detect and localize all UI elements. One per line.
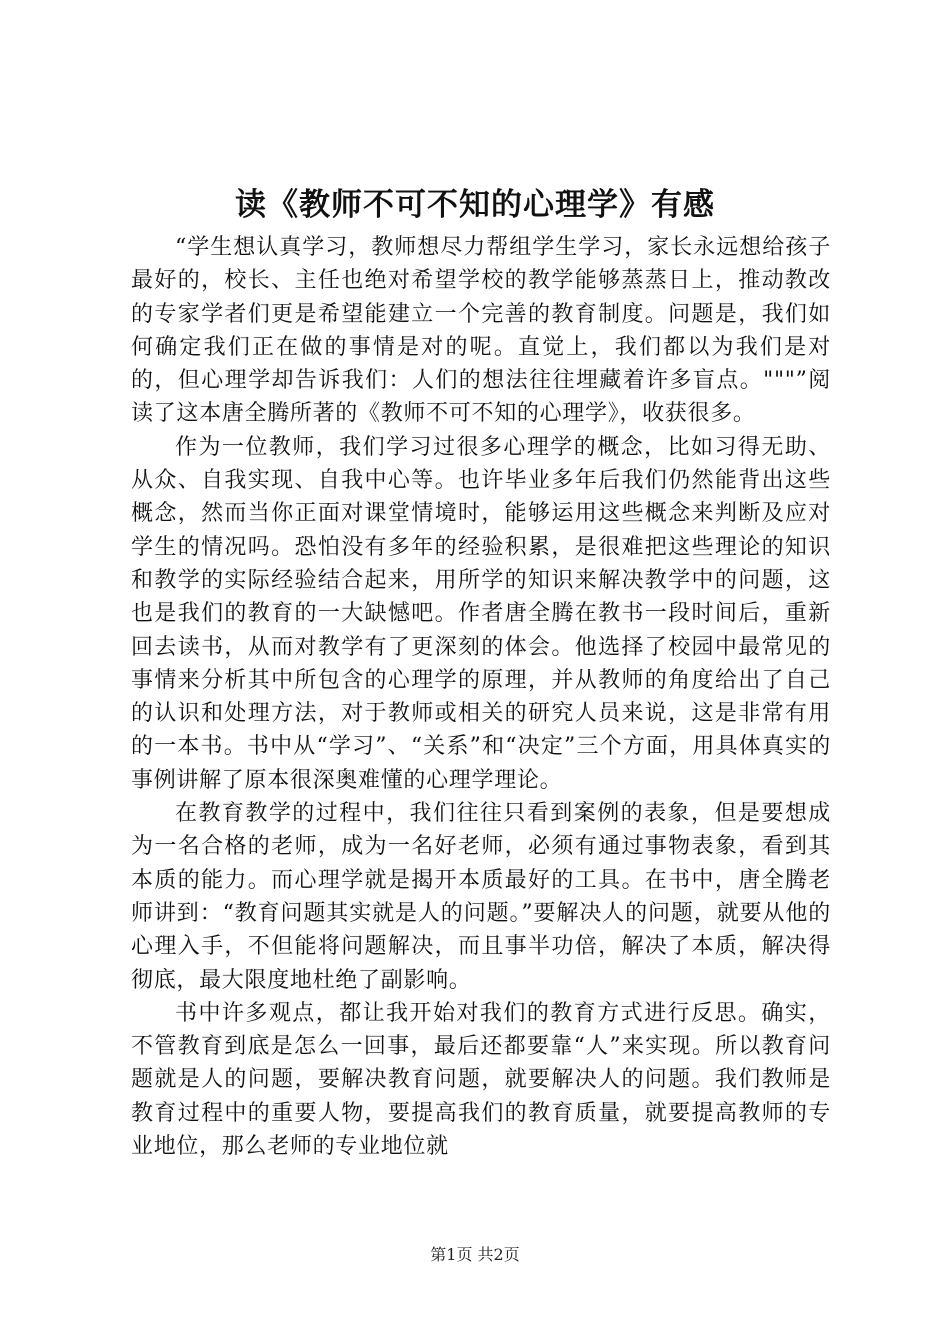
paragraph-2: 作为一位教师，我们学习过很多心理学的概念，比如习得无助、从众、自我实现、自我中心等。也许毕业多年后我们仍然能背出这些概念，然而当你正面对课堂情境时，能够运用这些概念来判断及应对学生的情况吗。恐怕没有多年的经验积累，是很难把这些理论的知识和教学的实际经验结合起来，用所学的知识来解决教学中的问题，这也是我们的教育的一大缺憾吧。作者唐全腾在教书一段时间后，重新回去读书，从而对教学有了更深刻的体会。他选择了校园中最常见的事情来分析其中所包含的心理学的原理，并从教师的角度给出了自己的认识和处理方法，对于教师或相关的研究人员来说，这是非常有用的一本书。书中从“学习”、“关系”和“决定”三个方面，用具体真实的事例讲解了原本很深奥难懂的心理学理论。 — [131, 434, 831, 793]
paragraph-3: 在教育教学的过程中，我们往往只看到案例的表象，但是要想成为一名合格的老师，成为一名好老师，必须有通过事物表象，看到其本质的能力。而心理学就是揭开本质最好的工具。在书中，唐全腾老师讲到：“教育问题其实就是人的问题。”要解决人的问题，就要从他的心理入手，不但能将问题解决，而且事半功倍，解决了本质，解决得彻底，最大限度地杜绝了副影响。 — [131, 801, 831, 993]
page-number-footer: 第1页 共2页 — [430, 1245, 520, 1264]
document-body — [131, 231, 831, 1163]
paragraph-1: “学生想认真学习，教师想尽力帮组学生学习，家长永远想给孩子最好的，校长、主任也绝对希望学校的教学能够蒸蒸日上，推动教改的专家学者们更是希望能建立一个完善的教育制度。问题是，我们如何确定我们正在做的事情是对的呢。直觉上，我们都以为我们是对的，但心理学却告诉我们：人们的想法往往埋藏着许多盲点。"""”阅读了这本唐全腾所著的《教师不可不知的心理学》，收获很多。 — [131, 235, 831, 427]
document-title: 读《教师不可不知的心理学》有感 — [235, 187, 715, 223]
paragraph-4: 书中许多观点，都让我开始对我们的教育方式进行反思。确实，不管教育到底是怎么一回事，最后还都要靠“人”来实现。所以教育问题就是人的问题，要解决教育问题，就要解决人的问题。我们教师是教育过程中的重要人物，要提高我们的教育质量，就要提高教师的专业地位，那么老师的专业地位就 — [131, 1000, 831, 1160]
